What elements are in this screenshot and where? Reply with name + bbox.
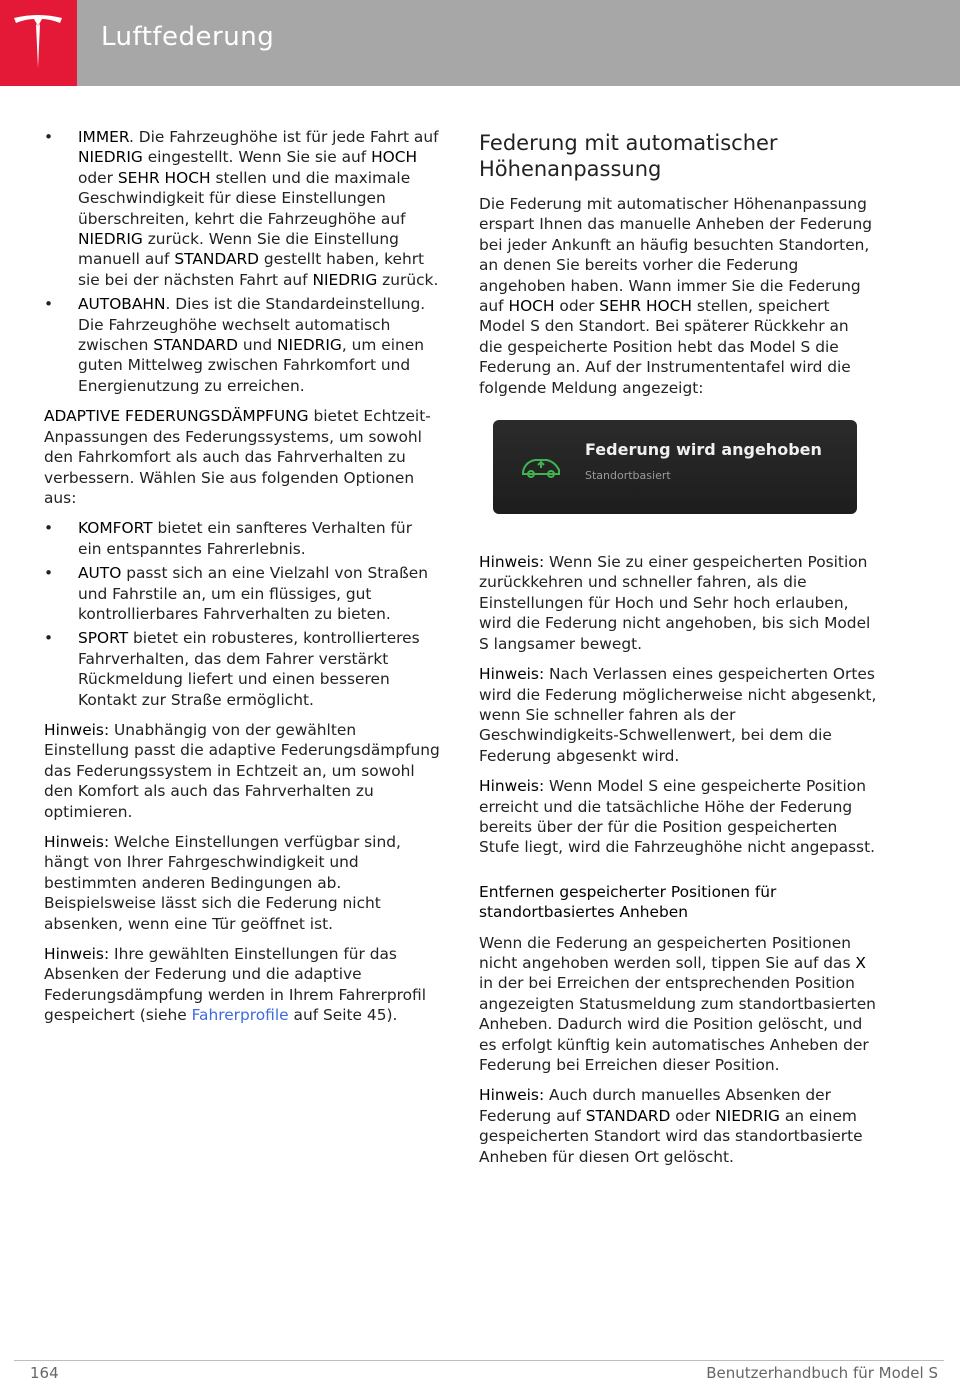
notice-subtitle: Standortbasiert xyxy=(585,469,671,483)
text: bietet ein robusteres, kontrollierteres Fahrverhalten, das dem Fahrer verstärkt Rückmeldung liefert und einen besseren Kontakt zur Straße ermöglicht. xyxy=(78,629,420,709)
tesla-logo-icon xyxy=(12,14,64,72)
note-label: Hinweis: xyxy=(44,945,110,964)
note-label: Hinweis: xyxy=(479,1086,545,1105)
text: . Die Fahrzeughöhe ist für jede Fahrt auf xyxy=(128,128,439,146)
text: auf Seite 45). xyxy=(288,1006,398,1025)
bullet: • xyxy=(44,128,54,146)
text: oder xyxy=(670,1106,716,1125)
damping-mode-list xyxy=(44,518,440,710)
text: stellen und die maximale Geschwindigkeit für diese Einstellungen überschreiten, kehrt die Fahrzeughöhe auf xyxy=(78,168,411,228)
bullet: • xyxy=(44,519,54,538)
text: Auch durch manuelles Absenken der Federung auf xyxy=(479,1086,831,1125)
text: zurück. xyxy=(377,270,439,289)
page-number: 164 xyxy=(30,1364,59,1382)
text: oder xyxy=(78,168,118,187)
note-label: Hinweis: xyxy=(44,720,110,739)
raise-notification-image xyxy=(493,420,857,514)
tesla-logo xyxy=(0,0,77,86)
keyword: X xyxy=(855,953,866,972)
list-item xyxy=(44,127,440,290)
adaptive-damping-paragraph xyxy=(44,406,440,508)
list-item xyxy=(44,628,440,710)
text: Wenn Model S eine gespeicherte Position erreicht und die tatsächliche Höhe der Federung bereits über der für die Position gespeicherten Stufe liegt, wird die Fahrzeughöhe nicht angepasst. xyxy=(479,777,876,857)
bullet: • xyxy=(44,295,54,314)
page-header xyxy=(0,0,960,86)
notice-title: Federung wird angehoben xyxy=(585,440,822,460)
keyword: NIEDRIG xyxy=(78,148,143,167)
car-raise-icon xyxy=(519,454,563,480)
text: zurück. Wenn Sie die Einstellung manuell auf xyxy=(78,230,399,269)
text: stellen, speichert Model S den Standort. Bei späterer Rückkehr an die gespeicherte Position hebt das Model S die Federung an. Auf der Instrumententafel wird die folgende Meldung angezeigt: xyxy=(479,297,851,397)
keyword: STANDARD xyxy=(174,250,260,269)
remove-paragraph xyxy=(479,933,877,1076)
text: Wenn Sie zu einer gespeicherten Position zurückkehren und schneller fahren, als die Einstellungen für Hoch und Sehr hoch erlauben, wird die Federung nicht angehoben, bis sich Model S langsamer bewegt. xyxy=(479,553,871,653)
keyword: AUTOBAHN xyxy=(78,295,166,314)
note-label: Hinweis: xyxy=(479,777,545,796)
note-paragraph xyxy=(44,720,440,822)
keyword: NIEDRIG xyxy=(78,230,143,249)
text: Ihre gewählten Einstellungen für das Absenken der Federung und die adaptive Federungsdämpfung werden in Ihrem Fahrerprofil gespeichert (siehe xyxy=(44,945,427,1025)
text: , um einen guten Mittelweg zwischen Fahrkomfort und Energienutzung zu erreichen. xyxy=(78,336,424,395)
keyword: NIEDRIG xyxy=(715,1106,780,1125)
keyword: AUTO xyxy=(78,564,122,583)
left-column xyxy=(44,127,440,1036)
text: oder xyxy=(554,297,600,316)
keyword: HOCH xyxy=(508,297,555,316)
text: eingestellt. Wenn Sie sie auf xyxy=(142,148,372,167)
footer-divider xyxy=(14,1360,944,1361)
note-label: Hinweis: xyxy=(44,833,110,851)
keyword: ADAPTIVE FEDERUNGSDÄMPFUNG xyxy=(44,407,309,426)
text: Welche Einstellungen verfügbar sind, hängt von Ihrer Fahrgeschwindigkeit und bestimmten anderen Bedingungen ab. Beispielsweise lässt sich die Federung nicht absenken, wenn eine Tür geöffnet ist. xyxy=(44,833,401,933)
text: an einem gespeicherten Standort wird das standortbasierte Anheben für diesen Ort gelöscht. xyxy=(479,1106,863,1166)
keyword: KOMFORT xyxy=(78,519,153,538)
text: Nach Verlassen eines gespeicherten Ortes wird die Federung möglicherweise nicht abgesenkt, wenn Sie schneller fahren als der Geschwindigkeits-Schwellenwert, bei dem die Federung abgesenkt wird. xyxy=(479,665,877,765)
text: Die Federung mit automatischer Höhenanpassung erspart Ihnen das manuelle Anheben der Federung bei jeder Ankunft an häufig besuchten Standorten, an denen Sie bereits vorher die Federung angehoben haben. Wann immer Sie die Federung auf xyxy=(479,195,873,316)
height-mode-list xyxy=(44,127,440,396)
keyword: HOCH xyxy=(371,148,418,167)
intro-paragraph xyxy=(479,194,877,398)
keyword: SEHR HOCH xyxy=(117,168,211,187)
keyword: NIEDRIG xyxy=(312,270,378,289)
keyword: IMMER xyxy=(78,128,129,146)
note-label: Hinweis: xyxy=(479,665,545,684)
list-item xyxy=(44,518,440,559)
text: bietet ein sanfteres Verhalten für ein entspanntes Fahrerlebnis. xyxy=(78,519,413,558)
keyword: SEHR HOCH xyxy=(599,297,692,316)
text: . Dies ist die Standardeinstellung. Die Fahrzeughöhe wechselt automatisch zwischen xyxy=(78,295,426,355)
keyword: NIEDRIG xyxy=(277,336,342,355)
driver-profiles-link[interactable]: Fahrerprofile xyxy=(191,1006,289,1025)
section-heading: Federung mit automatischer Höhenanpassung xyxy=(479,131,778,181)
note-paragraph xyxy=(479,552,877,654)
note-paragraph xyxy=(44,832,440,934)
text: Wenn die Federung an gespeicherten Positionen nicht angehoben werden soll, tippen Sie auf das xyxy=(479,933,856,972)
bullet: • xyxy=(44,629,54,648)
note-paragraph xyxy=(479,776,877,858)
text: passt sich an eine Vielzahl von Straßen und Fahrstile an, um ein flüssiges, gut kontrollierbares Fahrverhalten zu bieten. xyxy=(78,564,429,623)
subsection-heading: Entfernen gespeicherter Positionen für standortbasiertes Anheben xyxy=(479,882,777,922)
keyword: STANDARD xyxy=(153,336,238,355)
footer-title: Benutzerhandbuch für Model S xyxy=(706,1364,938,1382)
note-paragraph xyxy=(44,944,440,1026)
bullet: • xyxy=(44,564,54,583)
right-column xyxy=(479,130,877,1177)
text: in der bei Erreichen der entsprechenden Position angezeigten Statusmeldung zum standortbasierten Anheben. Dadurch wird die Position gelöscht, und es erfolgt künftig kein automatisches Anheben der Federung bei Erreichen dieser Position. xyxy=(479,974,876,1074)
keyword: SPORT xyxy=(78,629,129,648)
text: und xyxy=(237,336,278,355)
keyword: STANDARD xyxy=(585,1106,671,1125)
text: Unabhängig von der gewählten Einstellung passt die adaptive Federungsdämpfung das Federungssystem in Echtzeit an, um sowohl den Komfort als auch das Fahrverhalten zu optimieren. xyxy=(44,720,440,821)
note-label: Hinweis: xyxy=(479,553,545,572)
list-item xyxy=(44,294,440,396)
text: bietet Echtzeit-Anpassungen des Federungssystems, um sowohl den Fahrkomfort als auch das Fahrverhalten zu verbessern. Wählen Sie aus folgenden Optionen aus: xyxy=(44,407,431,507)
text: gestellt haben, kehrt sie bei der nächsten Fahrt auf xyxy=(78,250,425,289)
list-item xyxy=(44,563,440,624)
page-title: Luftfederung xyxy=(101,22,275,52)
note-paragraph xyxy=(479,1085,877,1167)
note-paragraph xyxy=(479,664,877,766)
